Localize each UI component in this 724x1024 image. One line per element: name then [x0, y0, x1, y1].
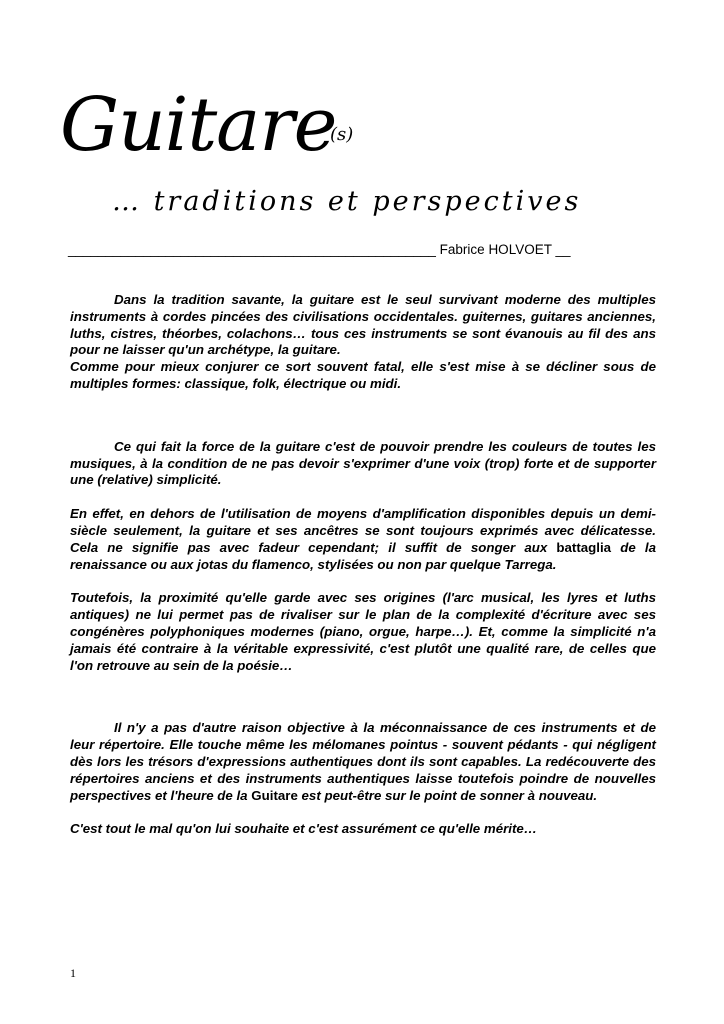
document-title: Guitare	[60, 82, 337, 168]
page-number: 1	[70, 966, 76, 980]
document-title-suffix: (s)	[330, 124, 354, 145]
battaglia-term: battaglia	[556, 539, 612, 555]
paragraph-3: Ce qui fait la force de la guitare c'est de pouvoir prendre les couleurs de toutes les musiques, à la condition de ne pas devoir s'exprimer d'une voix (trop) forte et de supporter une (relative) simplicité.	[70, 438, 656, 488]
paragraph-2: Comme pour mieux conjurer ce sort souvent fatal, elle s'est mise à se décliner sous de multiples formes: classique, folk, électrique ou midi.	[70, 359, 656, 391]
paragraph-1: Dans la tradition savante, la guitare est le seul survivant moderne des multiples instruments à cordes pincées des civilisations occidentales. guiternes, guitares anciennes, luths, cistres, théorbes, colachons… tous ces instruments se sont évanouis au fil des ans pour ne laisser qu'un archétype, la guitare.	[70, 292, 656, 358]
byline	[68, 242, 608, 257]
paragraph-7: C'est tout le mal qu'on lui souhaite et c'est assurément ce qu'elle mérite…	[70, 821, 538, 837]
paragraph-4: En effet, en dehors de l'utilisation de moyens d'amplification disponibles depuis un demi-siècle seulement, la guitare et ses ancêtres se sont toujours exprimés avec délicatesse. Cela ne signifie pas avec fadeur cependant; il suffit de songer aux battaglia de la renaissance ou aux jotas du flamenco, stylisées ou non par quelque Tarrega.	[70, 506, 656, 572]
byline-rule: _________________________________________________	[68, 242, 436, 257]
paragraph-5: Toutefois, la proximité qu'elle garde avec ses origines (l'arc musical, les lyres et luths antiques) ne lui permet pas de rivaliser sur le plan de la complexité d'écriture avec ses congénères polyphoniques modernes (piano, orgue, harpe…). Et, comme la simplicité n'a jamais été contraire à la véritable expressivité, c'est plutôt une qualité rare, de celles que l'on retrouve au sein de la poésie…	[70, 590, 656, 673]
document-subtitle: … traditions et perspectives	[112, 186, 582, 217]
author-name: Fabrice HOLVOET __	[439, 242, 571, 257]
article-body	[70, 292, 656, 838]
paragraph-6: Il n'y a pas d'autre raison objective à la méconnaissance de ces instruments et de leur répertoire. Elle touche même les mélomanes pointus - souvent pédants - qui négligent dès lors les trésors d'expressions authentiques dont ils sont capables. La redécouverte des répertoires anciens et des instruments authentiques laisse toutefois poindre de nouvelles perspectives et l'heure de la Guitare est peut-être sur le point de sonner à nouveau.	[70, 720, 656, 803]
guitare-term: Guitare	[251, 787, 298, 803]
